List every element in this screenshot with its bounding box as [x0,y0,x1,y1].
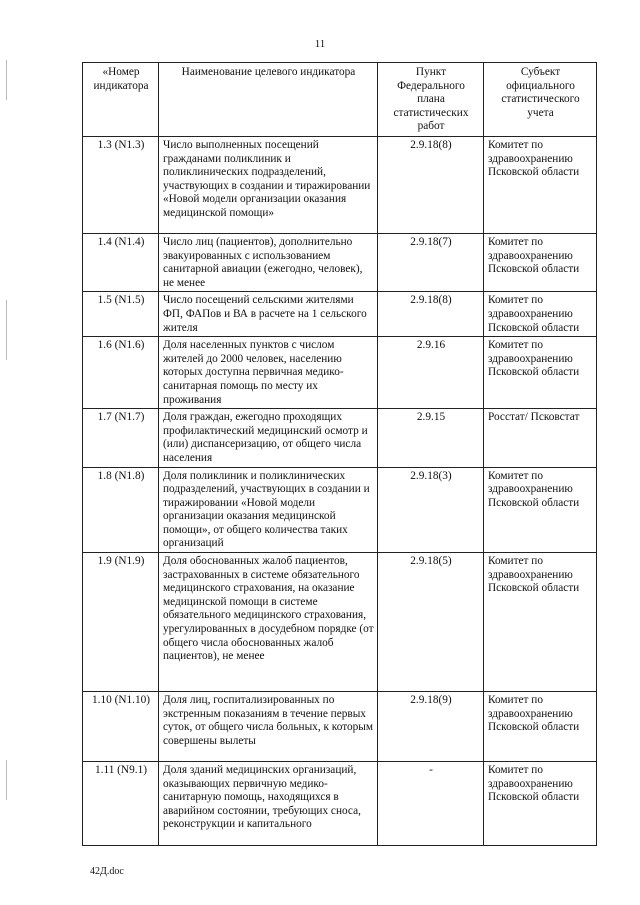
indicators-table [82,62,597,846]
cell-number: 1.3 (N1.3) [83,137,159,234]
cell-number: 1.4 (N1.4) [83,234,159,292]
cell-name: Доля лиц, госпитализированных по экстренным показаниям в течение первых суток, от общего числа больных, к которым совершены вылеты [159,692,378,762]
table-row [83,409,597,467]
document-footer: 42Д.doc [90,866,124,877]
scan-edge-mark [6,300,7,360]
header-number: «Номер индикатора [83,63,159,137]
table-row [83,553,597,692]
cell-subject: Комитет по здравоохранению Псковской области [484,762,597,846]
scan-edge-mark [6,60,7,100]
header-name: Наименование целевого индикатора [159,63,378,137]
cell-point: - [378,762,484,846]
table-row [83,234,597,292]
table-header-row [83,63,597,137]
table-row [83,292,597,337]
cell-number: 1.8 (N1.8) [83,467,159,553]
cell-name: Число выполненных посещений гражданами поликлиник и поликлинических подразделений, участвующих в создании и тиражировании «Новой модели организации оказания медицинской помощи» [159,137,378,234]
scan-edge-mark [6,760,7,800]
cell-point: 2.9.18(7) [378,234,484,292]
cell-number: 1.5 (N1.5) [83,292,159,337]
cell-number: 1.10 (N1.10) [83,692,159,762]
cell-name: Доля населенных пунктов с числом жителей до 2000 человек, населению которых доступна первичная медико-санитарная помощь по месту их проживания [159,337,378,409]
cell-subject: Комитет по здравоохранению Псковской области [484,137,597,234]
cell-number: 1.6 (N1.6) [83,337,159,409]
table-row [83,692,597,762]
page-number: 11 [314,38,326,50]
cell-subject: Комитет по здравоохранению Псковской области [484,292,597,337]
table-row [83,337,597,409]
cell-subject: Комитет по здравоохранению Псковской области [484,234,597,292]
cell-name: Доля зданий медицинских организаций, оказывающих первичную медико-санитарную помощь, находящихся в аварийном состоянии, требующих сноса, реконструкции и капитального [159,762,378,846]
cell-subject: Комитет по здравоохранению Псковской области [484,467,597,553]
cell-number: 1.11 (N9.1) [83,762,159,846]
cell-point: 2.9.18(3) [378,467,484,553]
table-row [83,137,597,234]
cell-name: Доля граждан, ежегодно проходящих профилактический медицинский осмотр и (или) диспансеризацию, от общего числа населения [159,409,378,467]
cell-subject: Комитет по здравоохранению Псковской области [484,337,597,409]
cell-subject: Росстат/ Псковстат [484,409,597,467]
cell-subject: Комитет по здравоохранению Псковской области [484,553,597,692]
header-point: Пункт Федерального плана статистических работ [378,63,484,137]
header-subject: Субъект официального статистического учета [484,63,597,137]
cell-name: Доля поликлиник и поликлинических подразделений, участвующих в создании и тиражировании «Новой модели организации оказания медицинской помощи», от общего количества таких организаций [159,467,378,553]
cell-point: 2.9.18(5) [378,553,484,692]
cell-subject: Комитет по здравоохранению Псковской области [484,692,597,762]
cell-point: 2.9.16 [378,337,484,409]
cell-name: Доля обоснованных жалоб пациентов, застрахованных в системе обязательного медицинского страхования, на оказание медицинской помощи в системе обязательного медицинского страхования, урегулированных в досудебном порядке (от общего числа обоснованных жалоб пациентов), не менее [159,553,378,692]
cell-point: 2.9.18(9) [378,692,484,762]
cell-point: 2.9.18(8) [378,137,484,234]
cell-name: Число посещений сельскими жителями ФП, ФАПов и ВА в расчете на 1 сельского жителя [159,292,378,337]
cell-point: 2.9.15 [378,409,484,467]
table-row [83,762,597,846]
cell-number: 1.9 (N1.9) [83,553,159,692]
table-row [83,467,597,553]
cell-name: Число лиц (пациентов), дополнительно эвакуированных с использованием санитарной авиации (ежегодно, человек), не менее [159,234,378,292]
cell-number: 1.7 (N1.7) [83,409,159,467]
cell-point: 2.9.18(8) [378,292,484,337]
